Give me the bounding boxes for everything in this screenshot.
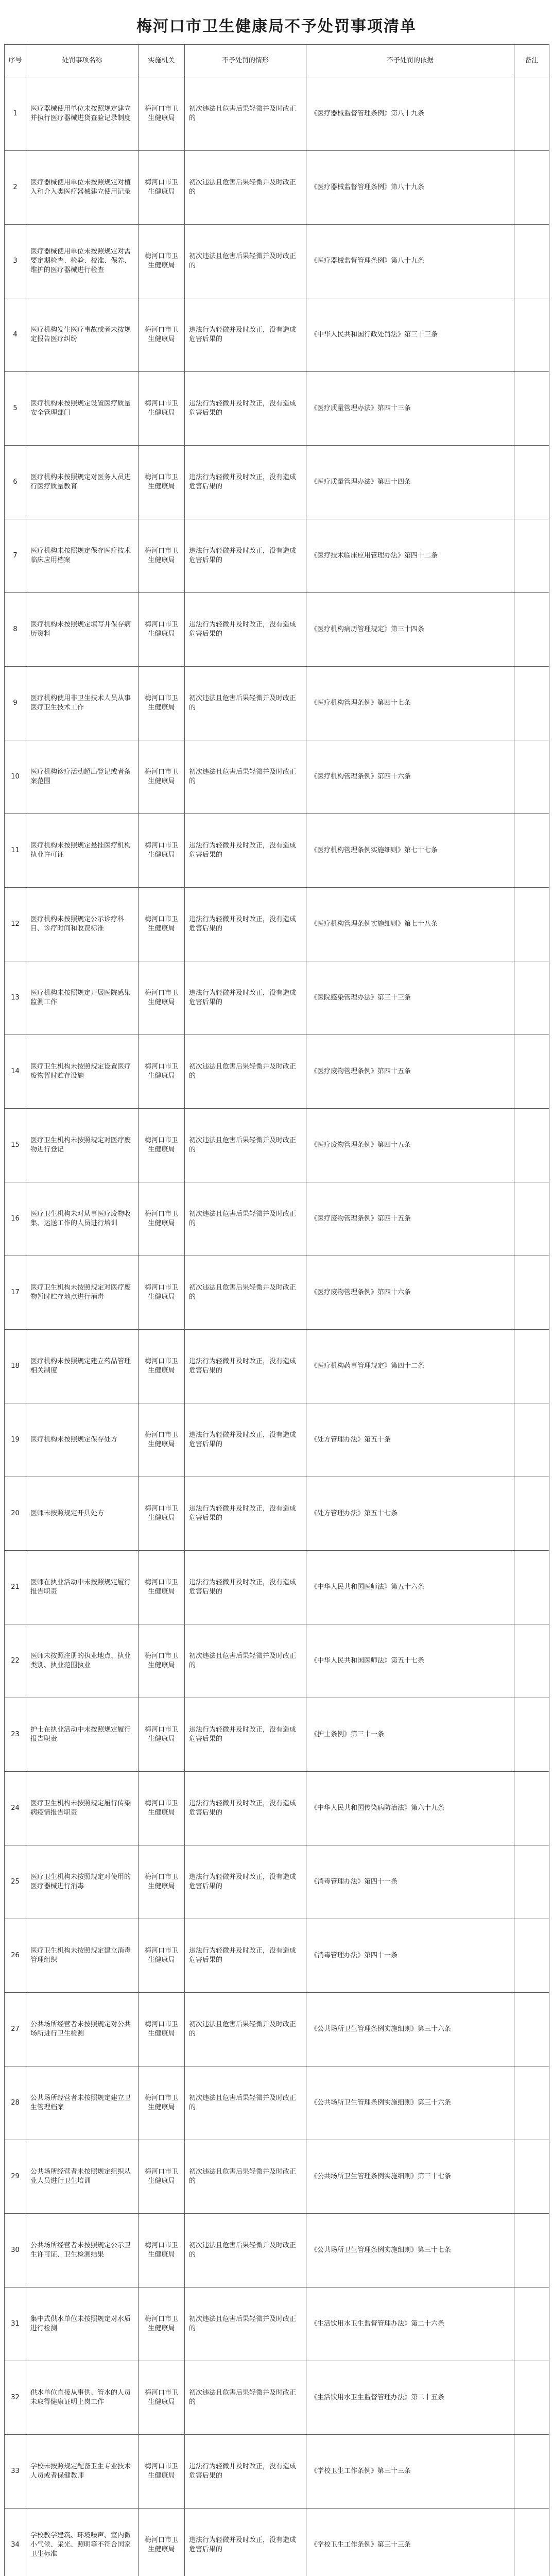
- cell-note: [514, 961, 549, 1035]
- cell-item-name: 医疗机构未按照规定对医务人员进行医疗质量教育: [26, 446, 139, 519]
- cell-number: 19: [5, 1403, 26, 1477]
- cell-number: 12: [5, 888, 26, 961]
- cell-agency: 梅河口市卫生健康局: [139, 1993, 185, 2066]
- cell-item-name: 医疗卫生机构未按照规定设置医疗废物暂时贮存设施: [26, 1035, 139, 1109]
- cell-number: 14: [5, 1035, 26, 1109]
- cell-agency: 梅河口市卫生健康局: [139, 2509, 185, 2576]
- cell-number: 24: [5, 1772, 26, 1845]
- cell-item-name: 医师未按照注册的执业地点、执业类别、执业范围执业: [26, 1624, 139, 1698]
- cell-agency: 梅河口市卫生健康局: [139, 77, 185, 151]
- cell-note: [514, 814, 549, 888]
- cell-number: 25: [5, 1845, 26, 1919]
- cell-item-name: 医疗器械使用单位未按照规定建立并执行医疗器械进货查验记录制度: [26, 77, 139, 151]
- table-row: [5, 593, 549, 667]
- cell-note: [514, 740, 549, 814]
- cell-number: 30: [5, 2214, 26, 2287]
- cell-number: 1: [5, 77, 26, 151]
- cell-number: 16: [5, 1182, 26, 1256]
- table-header-row: [5, 45, 549, 77]
- cell-item-name: 医疗卫生机构未按照规定建立消毒管理组织: [26, 1919, 139, 1993]
- cell-number: 20: [5, 1477, 26, 1551]
- table-row: [5, 1256, 549, 1330]
- cell-agency: 梅河口市卫生健康局: [139, 1256, 185, 1330]
- cell-number: 17: [5, 1256, 26, 1330]
- table-row: [5, 1109, 549, 1182]
- cell-item-name: 学校教学建筑、环境噪声、室内微小气候、采光、照明等不符合国家卫生标准: [26, 2509, 139, 2576]
- cell-item-name: 医疗机构发生医疗事故或者未按规定报告医疗纠纷: [26, 298, 139, 372]
- cell-condition: 初次违法且危害后果轻微并及时改正的: [185, 1624, 306, 1698]
- cell-agency: 梅河口市卫生健康局: [139, 1845, 185, 1919]
- cell-note: [514, 151, 549, 225]
- table-row: [5, 372, 549, 446]
- cell-basis: 《医疗器械监督管理条例》第八十九条: [306, 225, 514, 298]
- cell-item-name: 集中式供水单位未按照规定对水质进行检测: [26, 2287, 139, 2361]
- cell-note: [514, 2435, 549, 2509]
- cell-item-name: 护士在执业活动中未按照规定履行报告职责: [26, 1698, 139, 1772]
- cell-note: [514, 1698, 549, 1772]
- cell-agency: 梅河口市卫生健康局: [139, 446, 185, 519]
- cell-number: 5: [5, 372, 26, 446]
- cell-item-name: 医疗卫生机构未按照规定履行传染病疫情报告职责: [26, 1772, 139, 1845]
- cell-agency: 梅河口市卫生健康局: [139, 814, 185, 888]
- cell-number: 34: [5, 2509, 26, 2576]
- cell-condition: 违法行为轻微并及时改正，没有造成危害后果的: [185, 1477, 306, 1551]
- cell-basis: 《公共场所卫生管理条例实施细则》第三十六条: [306, 2066, 514, 2140]
- cell-basis: 《处方管理办法》第五十条: [306, 1403, 514, 1477]
- cell-condition: 初次违法且危害后果轻微并及时改正的: [185, 1256, 306, 1330]
- cell-basis: 《公共场所卫生管理条例实施细则》第三十六条: [306, 1993, 514, 2066]
- cell-basis: 《医疗机构病历管理规定》第三十四条: [306, 593, 514, 667]
- cell-note: [514, 2140, 549, 2214]
- cell-agency: 梅河口市卫生健康局: [139, 667, 185, 740]
- header-org: 实施机关: [139, 45, 185, 77]
- cell-basis: 《消毒管理办法》第四十一条: [306, 1919, 514, 1993]
- table-row: [5, 1993, 549, 2066]
- table-row: [5, 1403, 549, 1477]
- table-row: [5, 519, 549, 593]
- table-row: [5, 1551, 549, 1624]
- cell-note: [514, 1256, 549, 1330]
- cell-note: [514, 77, 549, 151]
- cell-item-name: 公共场所经营者未按照规定建立卫生管理档案: [26, 2066, 139, 2140]
- cell-agency: 梅河口市卫生健康局: [139, 1698, 185, 1772]
- cell-basis: 《医疗废物管理条例》第四十六条: [306, 1256, 514, 1330]
- table-row: [5, 667, 549, 740]
- cell-note: [514, 1330, 549, 1403]
- cell-agency: 梅河口市卫生健康局: [139, 1919, 185, 1993]
- table-row: [5, 225, 549, 298]
- cell-agency: 梅河口市卫生健康局: [139, 1624, 185, 1698]
- cell-note: [514, 667, 549, 740]
- cell-note: [514, 2287, 549, 2361]
- table-row: [5, 151, 549, 225]
- cell-number: 6: [5, 446, 26, 519]
- cell-number: 3: [5, 225, 26, 298]
- cell-agency: 梅河口市卫生健康局: [139, 2361, 185, 2435]
- table-row: [5, 2214, 549, 2287]
- cell-number: 13: [5, 961, 26, 1035]
- table-row: [5, 1845, 549, 1919]
- cell-note: [514, 1109, 549, 1182]
- cell-item-name: 学校未按照规定配备卫生专业技术人员或者保健教师: [26, 2435, 139, 2509]
- cell-agency: 梅河口市卫生健康局: [139, 593, 185, 667]
- cell-agency: 梅河口市卫生健康局: [139, 225, 185, 298]
- cell-number: 8: [5, 593, 26, 667]
- cell-condition: 违法行为轻微并及时改正，没有造成危害后果的: [185, 961, 306, 1035]
- cell-agency: 梅河口市卫生健康局: [139, 1035, 185, 1109]
- cell-basis: 《学校卫生工作条例》第三十三条: [306, 2435, 514, 2509]
- table-row: [5, 1698, 549, 1772]
- cell-note: [514, 1551, 549, 1624]
- cell-condition: 违法行为轻微并及时改正，没有造成危害后果的: [185, 1403, 306, 1477]
- cell-condition: 违法行为轻微并及时改正，没有造成危害后果的: [185, 814, 306, 888]
- table-row: [5, 2361, 549, 2435]
- cell-condition: 违法行为轻微并及时改正，没有造成危害后果的: [185, 519, 306, 593]
- cell-note: [514, 519, 549, 593]
- cell-item-name: 医疗机构未按照规定开展医院感染监测工作: [26, 961, 139, 1035]
- table-row: [5, 2509, 549, 2576]
- cell-number: 7: [5, 519, 26, 593]
- cell-agency: 梅河口市卫生健康局: [139, 372, 185, 446]
- header-no: 序号: [5, 45, 26, 77]
- cell-agency: 梅河口市卫生健康局: [139, 151, 185, 225]
- cell-agency: 梅河口市卫生健康局: [139, 1551, 185, 1624]
- cell-note: [514, 2361, 549, 2435]
- table-row: [5, 1624, 549, 1698]
- cell-basis: 《医疗机构管理条例实施细则》第七十七条: [306, 814, 514, 888]
- cell-number: 29: [5, 2140, 26, 2214]
- cell-item-name: 医疗卫生机构未按照规定对医疗废物暂时贮存地点进行消毒: [26, 1256, 139, 1330]
- cell-item-name: 医疗机构未按照规定设置医疗质量安全管理部门: [26, 372, 139, 446]
- cell-condition: 初次违法且危害后果轻微并及时改正的: [185, 2066, 306, 2140]
- cell-condition: 初次违法且危害后果轻微并及时改正的: [185, 667, 306, 740]
- cell-basis: 《医疗机构管理条例》第四十六条: [306, 740, 514, 814]
- cell-condition: 违法行为轻微并及时改正，没有造成危害后果的: [185, 593, 306, 667]
- cell-agency: 梅河口市卫生健康局: [139, 2214, 185, 2287]
- cell-condition: 违法行为轻微并及时改正，没有造成危害后果的: [185, 298, 306, 372]
- cell-item-name: 公共场所经营者未按照规定组织从业人员进行卫生培训: [26, 2140, 139, 2214]
- cell-condition: 违法行为轻微并及时改正，没有造成危害后果的: [185, 372, 306, 446]
- cell-note: [514, 1993, 549, 2066]
- cell-condition: 违法行为轻微并及时改正，没有造成危害后果的: [185, 2435, 306, 2509]
- cell-item-name: 医疗机构诊疗活动超出登记或者备案范围: [26, 740, 139, 814]
- cell-note: [514, 1845, 549, 1919]
- table-row: [5, 298, 549, 372]
- table-row: [5, 961, 549, 1035]
- table-body: [5, 77, 549, 2576]
- table-row: [5, 1330, 549, 1403]
- cell-number: 11: [5, 814, 26, 888]
- cell-agency: 梅河口市卫生健康局: [139, 1772, 185, 1845]
- cell-basis: 《中华人民共和国医师法》第五十六条: [306, 1551, 514, 1624]
- cell-agency: 梅河口市卫生健康局: [139, 2066, 185, 2140]
- cell-note: [514, 1182, 549, 1256]
- cell-item-name: 公共场所经营者未按照规定对公共场所进行卫生检测: [26, 1993, 139, 2066]
- table-row: [5, 2287, 549, 2361]
- cell-number: 28: [5, 2066, 26, 2140]
- cell-condition: 初次违法且危害后果轻微并及时改正的: [185, 2140, 306, 2214]
- cell-note: [514, 298, 549, 372]
- cell-item-name: 医疗机构未按照规定填写并保存病历资料: [26, 593, 139, 667]
- cell-note: [514, 2214, 549, 2287]
- cell-note: [514, 446, 549, 519]
- header-note: 备注: [514, 45, 549, 77]
- table-row: [5, 2140, 549, 2214]
- cell-note: [514, 1919, 549, 1993]
- cell-condition: 违法行为轻微并及时改正，没有造成危害后果的: [185, 1698, 306, 1772]
- cell-agency: 梅河口市卫生健康局: [139, 1477, 185, 1551]
- cell-number: 2: [5, 151, 26, 225]
- cell-number: 23: [5, 1698, 26, 1772]
- cell-number: 31: [5, 2287, 26, 2361]
- cell-number: 33: [5, 2435, 26, 2509]
- cell-item-name: 公共场所经营者未按照规定公示卫生许可证、卫生检测结果: [26, 2214, 139, 2287]
- cell-basis: 《医疗器械监督管理条例》第八十九条: [306, 151, 514, 225]
- cell-condition: 初次违法且危害后果轻微并及时改正的: [185, 77, 306, 151]
- cell-basis: 《医疗质量管理办法》第四十三条: [306, 372, 514, 446]
- cell-item-name: 医疗机构未按照规定保存处方: [26, 1403, 139, 1477]
- cell-condition: 初次违法且危害后果轻微并及时改正的: [185, 1035, 306, 1109]
- table-row: [5, 888, 549, 961]
- cell-note: [514, 372, 549, 446]
- cell-number: 15: [5, 1109, 26, 1182]
- cell-basis: 《医疗机构药事管理规定》第四十二条: [306, 1330, 514, 1403]
- cell-basis: 《生活饮用水卫生监督管理办法》第二十五条: [306, 2361, 514, 2435]
- page-title: 梅河口市卫生健康局不予处罚事项清单: [136, 18, 417, 36]
- penalty-exemption-table: [4, 44, 549, 2576]
- cell-number: 32: [5, 2361, 26, 2435]
- cell-basis: 《消毒管理办法》第四十一条: [306, 1845, 514, 1919]
- cell-basis: 《中华人民共和国医师法》第五十七条: [306, 1624, 514, 1698]
- cell-agency: 梅河口市卫生健康局: [139, 1182, 185, 1256]
- cell-agency: 梅河口市卫生健康局: [139, 298, 185, 372]
- cell-number: 22: [5, 1624, 26, 1698]
- cell-agency: 梅河口市卫生健康局: [139, 888, 185, 961]
- cell-note: [514, 2509, 549, 2576]
- cell-number: 18: [5, 1330, 26, 1403]
- cell-number: 10: [5, 740, 26, 814]
- cell-condition: 初次违法且危害后果轻微并及时改正的: [185, 740, 306, 814]
- cell-agency: 梅河口市卫生健康局: [139, 1403, 185, 1477]
- cell-basis: 《中华人民共和国传染病防治法》第六十九条: [306, 1772, 514, 1845]
- cell-note: [514, 225, 549, 298]
- cell-agency: 梅河口市卫生健康局: [139, 1330, 185, 1403]
- table-row: [5, 2435, 549, 2509]
- cell-basis: 《处方管理办法》第五十七条: [306, 1477, 514, 1551]
- cell-item-name: 医师未按照规定开具处方: [26, 1477, 139, 1551]
- cell-basis: 《医院感染管理办法》第三十三条: [306, 961, 514, 1035]
- cell-item-name: 医疗机构未按照规定悬挂医疗机构执业许可证: [26, 814, 139, 888]
- cell-condition: 违法行为轻微并及时改正，没有造成危害后果的: [185, 1919, 306, 1993]
- header-item: 处罚事项名称: [26, 45, 139, 77]
- table-row: [5, 2066, 549, 2140]
- table-row: [5, 1035, 549, 1109]
- cell-condition: 初次违法且危害后果轻微并及时改正的: [185, 225, 306, 298]
- cell-note: [514, 1035, 549, 1109]
- table-row: [5, 77, 549, 151]
- cell-item-name: 医疗机构未按照规定建立药品管理相关制度: [26, 1330, 139, 1403]
- cell-basis: 《生活饮用水卫生监督管理办法》第二十六条: [306, 2287, 514, 2361]
- cell-condition: 违法行为轻微并及时改正，没有造成危害后果的: [185, 1772, 306, 1845]
- cell-basis: 《医疗器械监督管理条例》第八十九条: [306, 77, 514, 151]
- cell-note: [514, 1477, 549, 1551]
- cell-basis: 《医疗废物管理条例》第四十五条: [306, 1035, 514, 1109]
- table-row: [5, 1477, 549, 1551]
- cell-item-name: 医疗卫生机构未对从事医疗废物收集、运送工作的人员进行培训: [26, 1182, 139, 1256]
- cell-item-name: 医疗机构未按照规定保存医疗技术临床应用档案: [26, 519, 139, 593]
- cell-condition: 违法行为轻微并及时改正，没有造成危害后果的: [185, 2509, 306, 2576]
- cell-number: 9: [5, 667, 26, 740]
- cell-item-name: 医疗器械使用单位未按照规定对需要定期检查、检验、校准、保养、维护的医疗器械进行检查: [26, 225, 139, 298]
- cell-item-name: 医疗卫生机构未按照规定对医疗废物进行登记: [26, 1109, 139, 1182]
- cell-basis: 《公共场所卫生管理条例实施细则》第三十七条: [306, 2214, 514, 2287]
- cell-basis: 《中华人民共和国行政处罚法》第三十三条: [306, 298, 514, 372]
- cell-note: [514, 1772, 549, 1845]
- cell-agency: 梅河口市卫生健康局: [139, 2287, 185, 2361]
- cell-condition: 初次违法且危害后果轻微并及时改正的: [185, 1993, 306, 2066]
- cell-basis: 《医疗技术临床应用管理办法》第四十二条: [306, 519, 514, 593]
- table-row: [5, 446, 549, 519]
- header-basis: 不予处罚的依据: [306, 45, 514, 77]
- cell-item-name: 医疗机构使用非卫生技术人员从事医疗卫生技术工作: [26, 667, 139, 740]
- cell-condition: 初次违法且危害后果轻微并及时改正的: [185, 2287, 306, 2361]
- table-row: [5, 1182, 549, 1256]
- cell-basis: 《公共场所卫生管理条例实施细则》第三十七条: [306, 2140, 514, 2214]
- cell-condition: 违法行为轻微并及时改正，没有造成危害后果的: [185, 1845, 306, 1919]
- cell-item-name: 医师在执业活动中未按照规定履行报告职责: [26, 1551, 139, 1624]
- cell-condition: 违法行为轻微并及时改正，没有造成危害后果的: [185, 1551, 306, 1624]
- cell-agency: 梅河口市卫生健康局: [139, 740, 185, 814]
- cell-agency: 梅河口市卫生健康局: [139, 519, 185, 593]
- cell-note: [514, 1403, 549, 1477]
- cell-agency: 梅河口市卫生健康局: [139, 1109, 185, 1182]
- cell-condition: 初次违法且危害后果轻微并及时改正的: [185, 151, 306, 225]
- table-row: [5, 1772, 549, 1845]
- cell-condition: 初次违法且危害后果轻微并及时改正的: [185, 2214, 306, 2287]
- cell-number: 27: [5, 1993, 26, 2066]
- cell-agency: 梅河口市卫生健康局: [139, 961, 185, 1035]
- table-row: [5, 1919, 549, 1993]
- cell-condition: 违法行为轻微并及时改正，没有造成危害后果的: [185, 888, 306, 961]
- cell-condition: 违法行为轻微并及时改正，没有造成危害后果的: [185, 1330, 306, 1403]
- cell-item-name: 医疗卫生机构未按照规定对使用的医疗器械进行消毒: [26, 1845, 139, 1919]
- cell-basis: 《学校卫生工作条例》第三十三条: [306, 2509, 514, 2576]
- cell-basis: 《医疗废物管理条例》第四十五条: [306, 1109, 514, 1182]
- table-row: [5, 740, 549, 814]
- cell-note: [514, 2066, 549, 2140]
- cell-basis: 《医疗机构管理条例实施细则》第七十八条: [306, 888, 514, 961]
- cell-item-name: 医疗器械使用单位未按照规定对植入和介入类医疗器械建立使用记录: [26, 151, 139, 225]
- header-condition: 不予处罚的情形: [185, 45, 306, 77]
- cell-basis: 《医疗质量管理办法》第四十四条: [306, 446, 514, 519]
- cell-basis: 《医疗机构管理条例》第四十七条: [306, 667, 514, 740]
- cell-condition: 初次违法且危害后果轻微并及时改正的: [185, 2361, 306, 2435]
- cell-number: 26: [5, 1919, 26, 1993]
- cell-basis: 《护士条例》第三十一条: [306, 1698, 514, 1772]
- cell-number: 21: [5, 1551, 26, 1624]
- cell-number: 4: [5, 298, 26, 372]
- cell-condition: 初次违法且危害后果轻微并及时改正的: [185, 1182, 306, 1256]
- cell-note: [514, 1624, 549, 1698]
- cell-condition: 违法行为轻微并及时改正，没有造成危害后果的: [185, 446, 306, 519]
- cell-item-name: 供水单位直接从事供、管水的人员未取得健康证明上岗工作: [26, 2361, 139, 2435]
- cell-item-name: 医疗机构未按照规定公示诊疗科目、诊疗时间和收费标准: [26, 888, 139, 961]
- cell-note: [514, 888, 549, 961]
- cell-agency: 梅河口市卫生健康局: [139, 2140, 185, 2214]
- table-row: [5, 814, 549, 888]
- cell-condition: 初次违法且危害后果轻微并及时改正的: [185, 1109, 306, 1182]
- cell-agency: 梅河口市卫生健康局: [139, 2435, 185, 2509]
- cell-note: [514, 593, 549, 667]
- cell-basis: 《医疗废物管理条例》第四十五条: [306, 1182, 514, 1256]
